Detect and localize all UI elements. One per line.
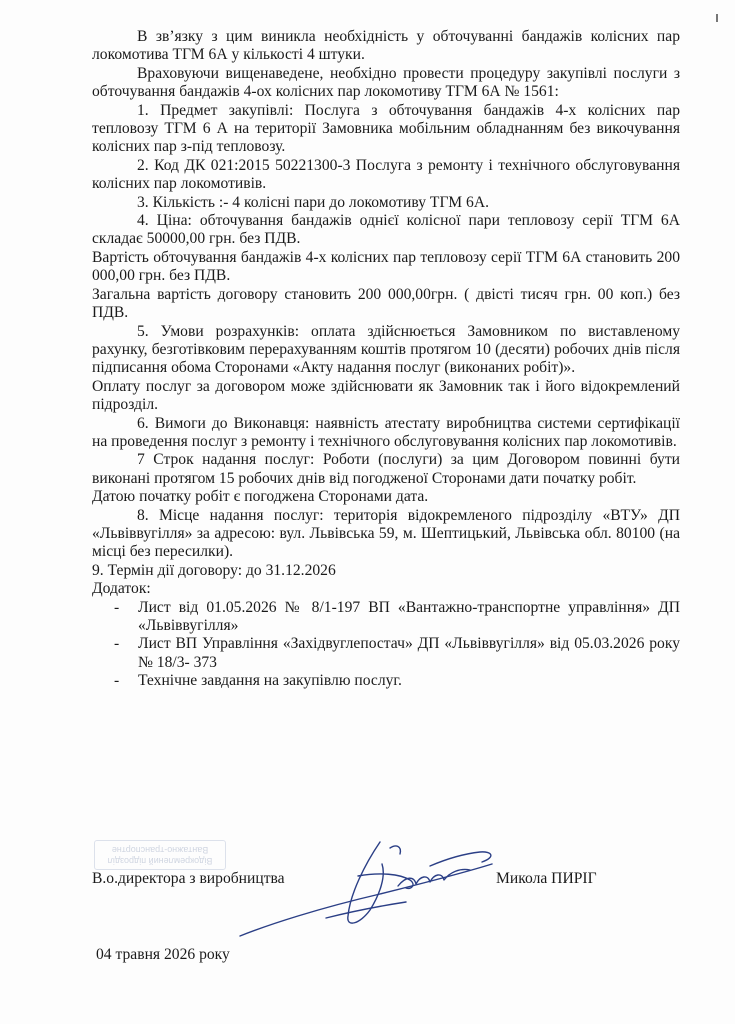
paragraph-payment-terms: 5. Умови розрахунків: оплата здійснюється Замовником по виставленому рахунку, безготівковим перерахуванням коштів протягом 10 (десяти) робочих днів після підписання обома Сторонами «Акту надання послуг (виконаних робіт)». xyxy=(92,322,680,377)
attachment-item: - Технічне завдання на закупівлю послуг. xyxy=(92,672,680,690)
paragraph-procurement-intro: Враховуючи вищенаведене, необхідно провести процедуру закупівлі послуги з обточування бандажів 4-ох колісних пар локомотиву ТГМ 6А № 1561: xyxy=(92,64,680,101)
attachments-heading: Додаток: xyxy=(92,580,151,598)
handwritten-signature xyxy=(230,824,510,944)
paragraph-contract-term: 9. Термін дії договору: до 31.12.2026 xyxy=(92,561,336,579)
attachment-item: - Лист ВП Управління «Західвуглепостач» ДП «Львіввугілля» від 05.03.2026 року № 18/3- 373 xyxy=(92,635,680,672)
paragraph-service-term: 7 Строк надання послуг: Роботи (послуги) за цим Договором повинні бути виконані протягом 15 робочих днів від погодженої Сторонами дати початку робіт. xyxy=(92,451,680,487)
document-body xyxy=(92,28,680,691)
stamp-line: Вантажно-транспортне xyxy=(111,845,209,855)
paragraph-dk-code: 2. Код ДК 021:2015 50221300-3 Послуга з ремонту і технічного обслуговування колісних пар локомотивів. xyxy=(92,156,680,193)
paragraph-contract-value: Загальна вартість договору становить 200 000,00грн. ( двісті тисяч грн. 00 коп.) без ПДВ. xyxy=(92,285,680,322)
corner-mark xyxy=(716,14,718,22)
document-date: 04 травня 2026 року xyxy=(96,946,230,963)
signatory-position: В.о.директора з виробництва xyxy=(92,870,285,887)
paragraph-subject: 1. Предмет закупівлі: Послуга з обточування бандажів 4-х колісних пар тепловозу ТГМ 6 А на території Замовника мобільним обладнанням без викочування колісних пар з-під тепловозу. xyxy=(92,101,680,156)
paragraph-start-date: Датою початку робіт є погоджена Сторонами дата. xyxy=(92,488,429,506)
paragraph-payer: Оплату послуг за договором може здійснювати як Замовник так і його відокремлений підрозділ. xyxy=(92,377,680,414)
attachments-list xyxy=(92,599,680,691)
paragraph-price: 4. Ціна: обточування бандажів однієї колісної пари тепловозу серії ТГМ 6А складає 50000,00 грн. без ПДВ. xyxy=(92,212,680,248)
stamp-line: Відокремлений підрозділ xyxy=(107,856,213,866)
signatory-name: Микола ПИРІГ xyxy=(496,870,597,887)
attachment-item: - Лист від 01.05.2026 № 8/1-197 ВП «Вантажно-транспортне управління» ДП «Львіввугілля» xyxy=(92,599,680,636)
faded-stamp xyxy=(94,826,226,870)
paragraph-total-cost: Вартість обточування бандажів 4-х колісних пар тепловозу серії ТГМ 6А становить 200 000,00 грн. без ПДВ. xyxy=(92,248,680,285)
paragraph-service-location: 8. Місце надання послуг: територія відокремленого підрозділу «ВТУ» ДП «Львіввугілля» за адресою: вул. Львівська 59, м. Шептицький, Львівська обл. 80100 (на місці без пересилки). xyxy=(92,506,680,561)
paragraph-contractor-requirements: 6. Вимоги до Виконавця: наявність атестату виробництва системи сертифікації на проведення послуг з ремонту і технічного обслуговування колісних пар локомотивів. xyxy=(92,414,680,450)
paragraph-quantity: 3. Кількість :- 4 колісні пари до локомотиву ТГМ 6А. xyxy=(137,193,489,211)
paragraph-reason: В зв’язку з цим виникла необхідність у обточуванні бандажів колісних пар локомотива ТГМ 6А у кількості 4 штуки. xyxy=(92,28,680,64)
